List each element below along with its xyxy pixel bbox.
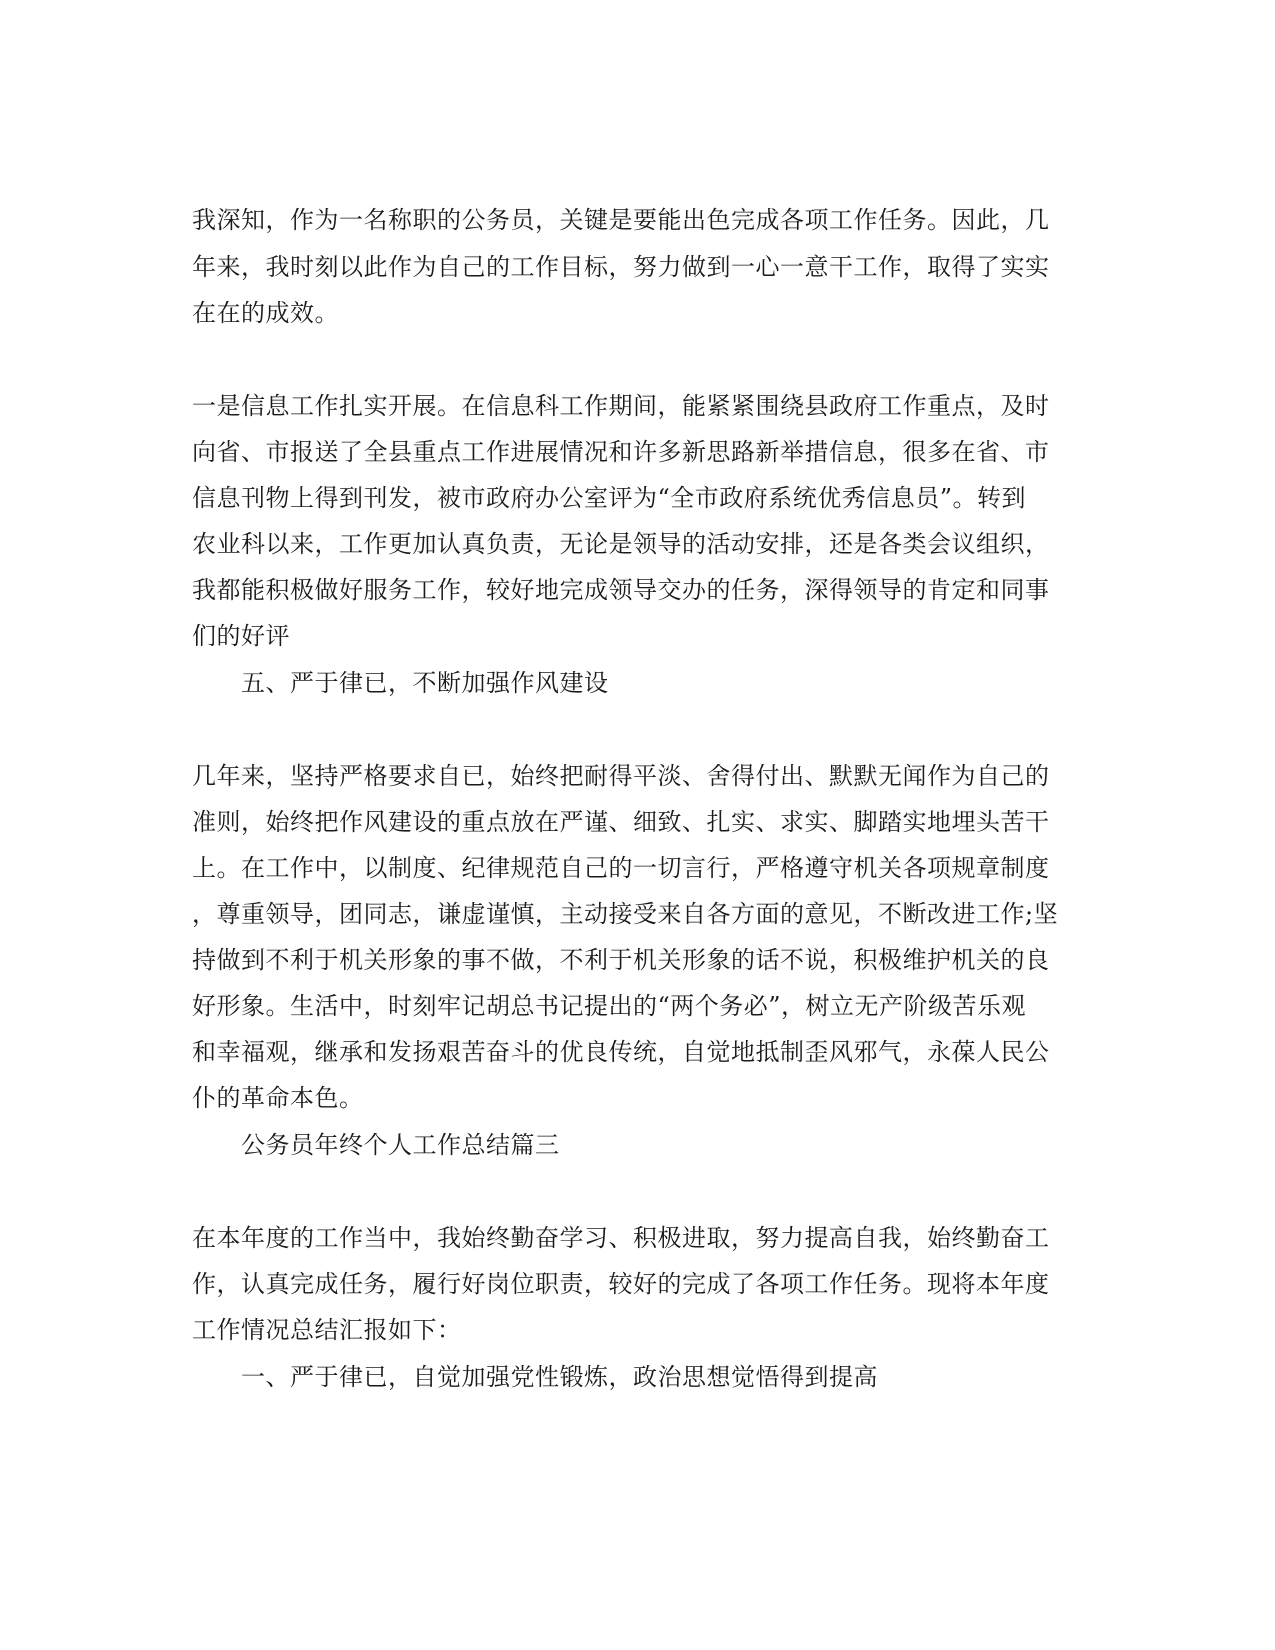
paragraph-line: 好形象。生活中，时刻牢记胡总书记提出的“两个务必”，树立无产阶级苦乐观 — [192, 992, 1027, 1020]
paragraph-line: 工作情况总结汇报如下： — [192, 1316, 462, 1344]
paragraph-line: 作，认真完成任务，履行好岗位职责，较好的完成了各项工作任务。现将本年度 — [192, 1270, 1050, 1298]
section-heading: 一、严于律已，自觉加强党性锻炼，政治思想觉悟得到提高 — [241, 1363, 878, 1391]
section-title: 公务员年终个人工作总结篇三 — [241, 1131, 560, 1159]
section-heading: 五、严于律已，不断加强作风建设 — [241, 669, 609, 697]
paragraph-line: 我深知，作为一名称职的公务员，关键是要能出色完成各项工作任务。因此，几 — [192, 206, 1050, 234]
paragraph-line: 准则，始终把作风建设的重点放在严谨、细致、扎实、求实、脚踏实地埋头苦干 — [192, 808, 1050, 836]
paragraph-line: 年来，我时刻以此作为自己的工作目标，努力做到一心一意干工作，取得了实实 — [192, 253, 1050, 281]
paragraph-line: 我都能积极做好服务工作，较好地完成领导交办的任务，深得领导的肯定和同事 — [192, 576, 1050, 604]
paragraph-line: 和幸福观，继承和发扬艰苦奋斗的优良传统，自觉地抵制歪风邪气，永葆人民公 — [192, 1038, 1050, 1066]
paragraph-line: 信息刊物上得到刊发，被市政府办公室评为“全市政府系统优秀信息员”。转到 — [192, 484, 1027, 512]
paragraph-line: 仆的革命本色。 — [192, 1084, 364, 1112]
paragraph-line: 们的好评 — [192, 622, 290, 650]
paragraph-line: 持做到不利于机关形象的事不做，不利于机关形象的话不说，积极维护机关的良 — [192, 946, 1050, 974]
paragraph-line: 在本年度的工作当中，我始终勤奋学习、积极进取，努力提高自我，始终勤奋工 — [192, 1224, 1050, 1252]
paragraph-line: 上。在工作中，以制度、纪律规范自己的一切言行，严格遵守机关各项规章制度 — [192, 854, 1050, 882]
paragraph-line: ，尊重领导，团同志，谦虚谨慎，主动接受来自各方面的意见，不断改进工作;坚 — [192, 900, 1059, 928]
paragraph-line: 农业科以来，工作更加认真负责，无论是领导的活动安排，还是各类会议组织， — [192, 530, 1050, 558]
paragraph-line: 几年来，坚持严格要求自已，始终把耐得平淡、舍得付出、默默无闻作为自己的 — [192, 762, 1050, 790]
paragraph-line: 向省、市报送了全县重点工作进展情况和许多新思路新举措信息，很多在省、市 — [192, 438, 1050, 466]
paragraph-line: 一是信息工作扎实开展。在信息科工作期间，能紧紧围绕县政府工作重点，及时 — [192, 392, 1050, 420]
paragraph-line: 在在的成效。 — [192, 299, 339, 327]
